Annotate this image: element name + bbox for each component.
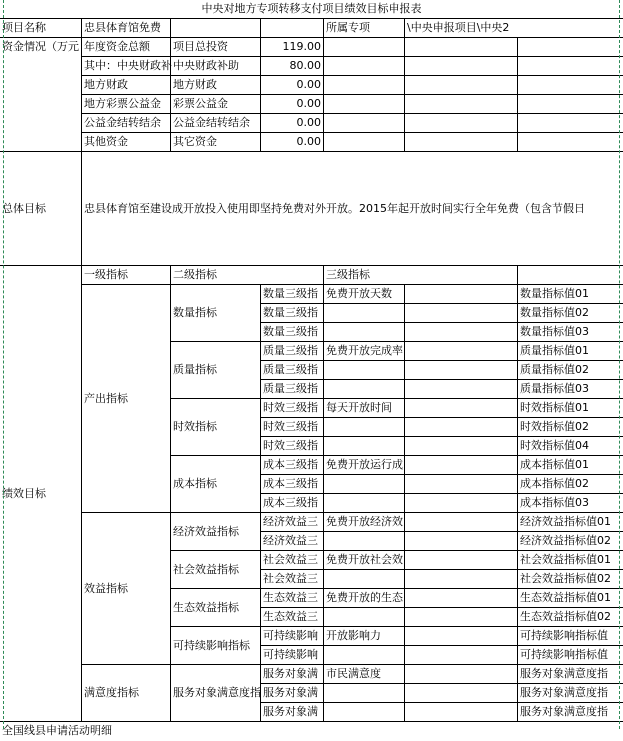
fund-source[interactable]: 地方财政 (171, 76, 261, 95)
indicator-value[interactable]: 成本指标值01 (518, 456, 623, 475)
fund-category[interactable]: 其他资金 (82, 133, 171, 152)
indicator-name[interactable] (324, 684, 405, 703)
dept-label[interactable]: 所属专项 (324, 19, 405, 38)
fund-source[interactable]: 彩票公益金 (171, 95, 261, 114)
indicator-name[interactable] (324, 532, 405, 551)
project-name-label[interactable]: 项目名称 (0, 19, 82, 38)
indicator-name[interactable] (324, 361, 405, 380)
empty-cell[interactable] (405, 76, 518, 95)
indicator-value[interactable]: 生态效益指标值01 (518, 589, 623, 608)
indicator-blank[interactable] (405, 570, 518, 589)
indicator-level3[interactable]: 质量三级指 (261, 342, 324, 361)
indicator-value[interactable]: 质量指标值01 (518, 342, 623, 361)
indicator-level3[interactable]: 质量三级指 (261, 361, 324, 380)
indicator-value[interactable]: 数量指标值03 (518, 323, 623, 342)
indicator-value[interactable]: 数量指标值02 (518, 304, 623, 323)
indicator-level3[interactable]: 时效三级指 (261, 399, 324, 418)
indicator-level3[interactable]: 生态效益三 (261, 589, 324, 608)
fund-source[interactable]: 其它资金 (171, 133, 261, 152)
indicator-name[interactable]: 每天开放时间 (324, 399, 405, 418)
footnote[interactable]: 全国线县申请活动明细 (2, 724, 112, 737)
fund-category[interactable]: 公益金结转结余 (82, 114, 171, 133)
indicator-value[interactable]: 时效指标值02 (518, 418, 623, 437)
indicator-group-label[interactable]: 服务对象满意度指 (171, 665, 261, 722)
indicator-group-label[interactable]: 时效指标 (171, 399, 261, 456)
fund-amount[interactable]: 119.00 (261, 38, 324, 57)
empty-cell[interactable] (518, 38, 623, 57)
indicator-blank[interactable] (405, 532, 518, 551)
empty-cell[interactable] (518, 76, 623, 95)
indicator-value[interactable]: 成本指标值02 (518, 475, 623, 494)
indicator-blank[interactable] (405, 494, 518, 513)
empty-cell[interactable] (324, 57, 405, 76)
empty-cell[interactable] (324, 38, 405, 57)
indicator-value[interactable]: 经济效益指标值01 (518, 513, 623, 532)
empty-cell[interactable] (518, 95, 623, 114)
empty-cell[interactable] (518, 266, 623, 285)
indicator-name[interactable] (324, 475, 405, 494)
indicator-blank[interactable] (405, 703, 518, 722)
fund-source[interactable]: 公益金结转结余 (171, 114, 261, 133)
fund-amount[interactable]: 0.00 (261, 76, 324, 95)
indicator-blank[interactable] (405, 551, 518, 570)
indicator-level3[interactable]: 服务对象满 (261, 703, 324, 722)
indicator-level3[interactable]: 质量三级指 (261, 380, 324, 399)
indicator-value[interactable]: 社会效益指标值02 (518, 570, 623, 589)
indicator-value[interactable]: 生态效益指标值02 (518, 608, 623, 627)
indicator-level3[interactable]: 成本三级指 (261, 456, 324, 475)
indicator-value[interactable]: 可持续影响指标值 (518, 627, 623, 646)
overall-goal-label[interactable]: 总体目标 (0, 152, 82, 266)
report-title[interactable]: 中央对地方专项转移支付项目绩效目标申报表 (0, 0, 623, 19)
indicator-level3[interactable]: 社会效益三 (261, 551, 324, 570)
indicator-name[interactable]: 免费开放社会效 (324, 551, 405, 570)
indicator-value[interactable]: 质量指标值02 (518, 361, 623, 380)
indicator-name[interactable] (324, 418, 405, 437)
indicator-level3[interactable]: 社会效益三 (261, 570, 324, 589)
header-level1[interactable]: 一级指标 (82, 266, 171, 285)
indicator-name[interactable] (324, 323, 405, 342)
fund-source[interactable]: 中央财政补助 (171, 57, 261, 76)
page-break-guide (3, 0, 4, 729)
header-level3[interactable]: 三级指标 (324, 266, 518, 285)
indicator-level3[interactable]: 可持续影响 (261, 646, 324, 665)
indicator-group-label[interactable]: 经济效益指标 (171, 513, 261, 551)
indicator-level3[interactable]: 时效三级指 (261, 437, 324, 456)
empty-cell[interactable] (405, 133, 518, 152)
indicator-value[interactable]: 质量指标值03 (518, 380, 623, 399)
header-level2[interactable]: 二级指标 (171, 266, 324, 285)
indicator-name[interactable]: 免费开放完成率 (324, 342, 405, 361)
empty-cell[interactable] (324, 133, 405, 152)
fund-category[interactable]: 地方财政 (82, 76, 171, 95)
indicator-group-label[interactable]: 社会效益指标 (171, 551, 261, 589)
indicator-group-label[interactable]: 质量指标 (171, 342, 261, 399)
fund-amount[interactable]: 0.00 (261, 114, 324, 133)
indicator-level3[interactable]: 经济效益三 (261, 532, 324, 551)
indicator-value[interactable]: 成本指标值03 (518, 494, 623, 513)
indicator-level3[interactable]: 可持续影响 (261, 627, 324, 646)
empty-cell[interactable] (324, 95, 405, 114)
empty-cell[interactable] (405, 114, 518, 133)
empty-cell[interactable] (518, 57, 623, 76)
indicator-blank[interactable] (405, 665, 518, 684)
indicator-blank[interactable] (405, 361, 518, 380)
indicator-value[interactable]: 服务对象满意度指 (518, 665, 623, 684)
fund-amount[interactable]: 80.00 (261, 57, 324, 76)
indicator-value[interactable]: 服务对象满意度指 (518, 684, 623, 703)
fund-category[interactable]: 年度资金总额 (82, 38, 171, 57)
indicator-name[interactable]: 开放影响力 (324, 627, 405, 646)
indicator-value[interactable]: 时效指标值01 (518, 399, 623, 418)
empty-cell[interactable] (405, 38, 518, 57)
indicator-blank[interactable] (405, 475, 518, 494)
indicator-group-label[interactable]: 生态效益指标 (171, 589, 261, 627)
indicator-blank[interactable] (405, 646, 518, 665)
empty-cell[interactable] (324, 76, 405, 95)
indicator-blank[interactable] (405, 589, 518, 608)
indicator-blank[interactable] (405, 418, 518, 437)
indicator-blank[interactable] (405, 608, 518, 627)
empty-cell[interactable] (518, 114, 623, 133)
indicator-blank[interactable] (405, 342, 518, 361)
indicator-name[interactable] (324, 437, 405, 456)
indicator-level3[interactable]: 数量三级指 (261, 285, 324, 304)
indicator-value[interactable]: 可持续影响指标值 (518, 646, 623, 665)
indicator-name[interactable]: 免费开放经济效 (324, 513, 405, 532)
empty-cell[interactable] (405, 57, 518, 76)
indicator-name[interactable]: 免费开放天数 (324, 285, 405, 304)
empty-cell[interactable] (324, 114, 405, 133)
indicator-blank[interactable] (405, 456, 518, 475)
fund-category[interactable]: 其中：中央财政补 (82, 57, 171, 76)
indicator-value[interactable]: 社会效益指标值01 (518, 551, 623, 570)
fund-category[interactable]: 地方彩票公益金 (82, 95, 171, 114)
funds-section-label[interactable]: 资金情况（万元 (0, 38, 82, 57)
indicator-name[interactable]: 免费开放运行成 (324, 456, 405, 475)
indicator-value[interactable]: 时效指标值04 (518, 437, 623, 456)
indicator-name[interactable] (324, 570, 405, 589)
indicator-group-label[interactable]: 成本指标 (171, 456, 261, 513)
project-name-value[interactable]: 忠县体育馆免费 (82, 19, 171, 38)
indicator-blank[interactable] (405, 285, 518, 304)
indicator-level3[interactable]: 服务对象满 (261, 665, 324, 684)
indicator-level3[interactable]: 服务对象满 (261, 684, 324, 703)
output-indicators-label[interactable]: 产出指标 (82, 285, 171, 513)
fund-amount[interactable]: 0.00 (261, 95, 324, 114)
indicator-value[interactable]: 经济效益指标值02 (518, 532, 623, 551)
indicator-name[interactable]: 市民满意度 (324, 665, 405, 684)
indicator-name[interactable] (324, 703, 405, 722)
indicator-name[interactable] (324, 646, 405, 665)
indicator-value[interactable]: 数量指标值01 (518, 285, 623, 304)
empty-cell[interactable] (171, 19, 261, 38)
empty-cell[interactable] (518, 133, 623, 152)
indicator-name[interactable] (324, 608, 405, 627)
indicator-group-label[interactable]: 可持续影响指标 (171, 627, 261, 665)
indicator-blank[interactable] (405, 513, 518, 532)
indicator-group-label[interactable]: 数量指标 (171, 285, 261, 342)
indicator-name[interactable] (324, 380, 405, 399)
satisfaction-indicators-label[interactable]: 满意度指标 (82, 665, 171, 722)
indicator-name[interactable]: 免费开放的生态 (324, 589, 405, 608)
indicator-blank[interactable] (405, 380, 518, 399)
indicator-blank[interactable] (405, 399, 518, 418)
funds-section-label-merged[interactable] (0, 57, 82, 152)
indicator-name[interactable] (324, 494, 405, 513)
performance-goal-label[interactable]: 绩效目标 (0, 266, 82, 722)
indicator-blank[interactable] (405, 437, 518, 456)
overall-goal-text[interactable]: 忠县体育馆至建设成开放投入使用即坚持免费对外开放。2015年起开放时间实行全年免费（包含节假日 (82, 152, 623, 266)
indicator-level3[interactable]: 成本三级指 (261, 494, 324, 513)
indicator-level3[interactable]: 生态效益三 (261, 608, 324, 627)
indicator-name[interactable] (324, 304, 405, 323)
indicator-level3[interactable]: 成本三级指 (261, 475, 324, 494)
dept-value[interactable]: \中央申报项目\中央2 (405, 19, 623, 38)
indicator-level3[interactable]: 时效三级指 (261, 418, 324, 437)
indicator-level3[interactable]: 数量三级指 (261, 304, 324, 323)
indicator-blank[interactable] (405, 304, 518, 323)
indicator-blank[interactable] (405, 684, 518, 703)
fund-source[interactable]: 项目总投资 (171, 38, 261, 57)
empty-cell[interactable] (405, 95, 518, 114)
indicator-level3[interactable]: 经济效益三 (261, 513, 324, 532)
fund-amount[interactable]: 0.00 (261, 133, 324, 152)
page-break-guide (619, 0, 620, 729)
indicator-value[interactable]: 服务对象满意度指 (518, 703, 623, 722)
indicator-blank[interactable] (405, 627, 518, 646)
indicator-blank[interactable] (405, 323, 518, 342)
benefit-indicators-label[interactable]: 效益指标 (82, 513, 171, 665)
empty-cell[interactable] (261, 19, 324, 38)
indicator-level3[interactable]: 数量三级指 (261, 323, 324, 342)
